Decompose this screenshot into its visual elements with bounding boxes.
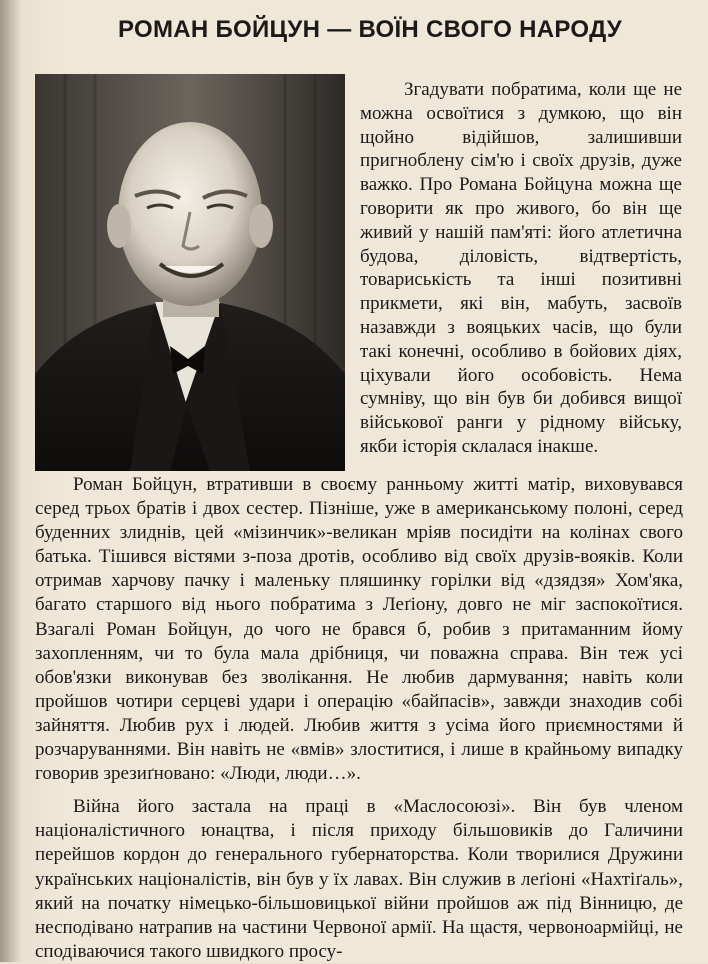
paragraph-3: Війна його застала на праці в «Маслосоюзі». Він був членом націоналістичного юнацтва, і після приходу більшовиків до Галичини перейшов кордон до генерального губернаторства. Коли творилися Дружини українських націоналістів, він був у їх лавах. Він служив в леґіоні «Нахтіґаль», який на початку німецько-більшовицької війни пройшов аж під Вінницю, де несподівано натрапив на частини Червоної армії. На щастя, червоноармійці, не сподіваючися такого швидкого просу-: [35, 796, 683, 962]
intro-text-block: [360, 78, 682, 459]
body-text-block: [35, 473, 683, 964]
intro-paragraph: Згадувати побратима, коли ще не можна освоїтися з думкою, що він щойно відійшов, залишивши пригноблену сім'ю і своїх друзів, дуже важко. Про Романа Бойцуна можна ще говорити як про живого, бо він ще живий у нашій пам'яті: його атлетична будова, діловість, відтвертість, товариськість та інші позитивні прикмети, які він, мабуть, засвоїв назавжди з вояцьких часів, що були такі конечні, особливо в бойових діях, ціхували його особовість. Нема сумніву, що він був би добився вищої військової ранги у рідному війську, якби історія склалася інакше.: [360, 79, 682, 457]
page-spine-shadow: [0, 0, 22, 962]
article-title: РОМАН БОЙЦУН — ВОЇН СВОГО НАРОДУ: [118, 16, 622, 43]
paragraph-2: Роман Бойцун, втративши в своєму ранньому житті матір, виховувався серед трьох братів і двох сестер. Пізніше, уже в американському полоні, серед буденних злиднів, цей «мізинчик»-великан мріяв посидіти на колінах свого батька. Тішився вістями з-поза дротів, особливо від своїх друзів-вояків. Коли отримав харчову пачку і маленьку пляшинку горілки від «дзядзя» Хом'яка, багато старшого від нього побратима з Леґіону, довго не міг заспокоїтися. Взагалі Роман Бойцун, до чого не брався б, робив з притаманним йому захопленням, чи то була мала дрібниця, чи поважна справа. Він теж усі обов'язки виконував без зволікання. Не любив дармування; навіть коли пройшов чотири серцеві удари і операцію «байпасів», завжди знаходив собі зайняття. Любив рух і людей. Любив життя з усіма його приємностями й розчаруваннями. Він навіть не «вмів» злоститися, і лише в крайньому випадку говорив зрезиґновано: «Люди, люди…».: [35, 474, 683, 785]
portrait-photo-icon: [35, 74, 345, 471]
